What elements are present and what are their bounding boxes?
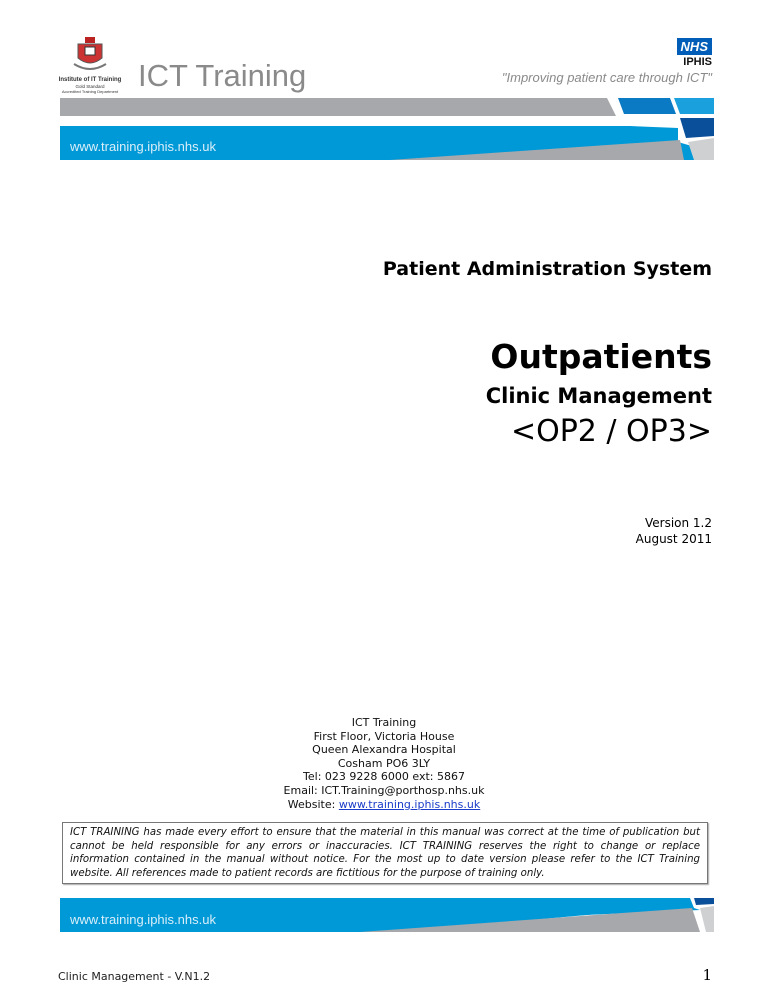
website-label: Website: bbox=[287, 797, 339, 811]
contact-name: ICT Training bbox=[351, 716, 417, 729]
contact-website bbox=[0, 798, 768, 812]
org-name: IPHIS bbox=[683, 56, 712, 68]
module-title: Outpatients bbox=[490, 337, 712, 376]
contact-address: Queen Alexandra Hospital bbox=[312, 743, 456, 757]
institute-crest-logo bbox=[58, 36, 122, 76]
disclaimer-box: ICT TRAINING has made every effort to ensure that the material in this manual was correct at the time of publication but cannot be held responsible for any errors or inaccuracies. ICT TRAINING reserves the right to change or replace information contained in the manual without notice. For the most up to date version please refer to the ICT Training website. All references made to patient records are fictitious for the purpose of training only. bbox=[62, 822, 708, 884]
footer-doc-ref: Clinic Management - V.N1.2 bbox=[58, 970, 211, 983]
subtitle: Clinic Management bbox=[485, 384, 712, 408]
crest-label: Gold Standard bbox=[75, 84, 105, 89]
nhs-logo: NHS bbox=[677, 38, 712, 55]
contact-address: First Floor, Victoria House bbox=[313, 729, 455, 743]
version-info bbox=[636, 515, 712, 547]
crest-label: Institute of IT Training bbox=[58, 77, 122, 83]
contact-tel: Tel: 023 9228 6000 ext: 5867 bbox=[303, 770, 465, 784]
contact-block bbox=[0, 716, 768, 811]
website-link[interactable]: www.training.iphis.nhs.uk bbox=[338, 797, 481, 811]
banner-url: www.training.iphis.nhs.uk bbox=[70, 139, 216, 154]
crest-label: Accredited Training Department bbox=[61, 89, 119, 94]
module-code: <OP2 / OP3> bbox=[510, 414, 712, 449]
contact-address: Cosham PO6 3LY bbox=[337, 756, 431, 770]
footer-banner-url: www.training.iphis.nhs.uk bbox=[70, 912, 216, 927]
contact-email: Email: ICT.Training@porthosp.nhs.uk bbox=[283, 783, 485, 797]
system-title: Patient Administration System bbox=[382, 258, 712, 280]
page-number: 1 bbox=[702, 966, 712, 984]
version-number: Version 1.2 bbox=[644, 516, 712, 530]
version-date: August 2011 bbox=[635, 532, 712, 546]
tagline: "Improving patient care through ICT" bbox=[501, 70, 712, 85]
logo-title: ICT Training bbox=[138, 58, 307, 93]
